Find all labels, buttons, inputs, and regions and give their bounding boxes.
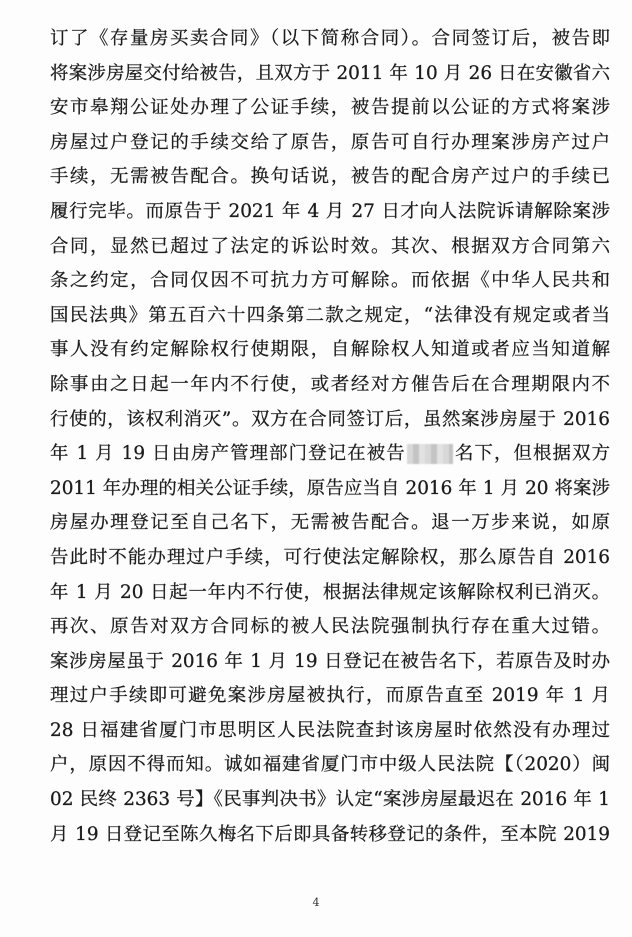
document-body xyxy=(50,22,610,852)
text-line-with-redaction xyxy=(50,437,610,472)
redaction-blur xyxy=(407,444,453,464)
text-line: 28 日福建省厦门市思明区人民法院查封该房屋时依然没有办理过 xyxy=(50,719,610,741)
text-line: 案涉房屋虽于 2016 年 1 月 19 日登记在被告名下，若原告及时办 xyxy=(50,650,610,672)
text-line: 事人没有约定解除权行使期限，自解除权人知道或者应当知道解 xyxy=(50,339,610,361)
page-number: 4 xyxy=(312,896,320,909)
text-line: 告此时不能办理过户手续，可行使法定解除权，那么原告自 2016 xyxy=(50,546,610,568)
text-line: 将案涉房屋交付给被告，且双方于 2011 年 10 月 26 日在安徽省六 xyxy=(50,62,610,84)
text-line: 手续，无需被告配合。换句话说，被告的配合房产过户的手续已 xyxy=(50,166,610,188)
text-line: 再次、原告对双方合同标的被人民法院强制执行存在重大过错。 xyxy=(50,616,610,638)
text-line: 月 19 日登记至陈久梅名下后即具备转移登记的条件，至本院 2019 xyxy=(50,823,610,845)
text-line: 安市皋翔公证处办理了公证手续，被告提前以公证的方式将案涉 xyxy=(50,97,610,119)
text-line: 除事由之日起一年内不行使，或者经对方催告后在合理期限内不 xyxy=(50,373,610,395)
text-line: 履行完毕。而原告于 2021 年 4 月 27 日才向人法院诉请解除案涉 xyxy=(50,200,610,222)
text-line: 合同，显然已超过了法定的诉讼时效。其次、根据双方合同第六 xyxy=(50,235,610,257)
text-line: 年 1 月 20 日起一年内不行使，根据法律规定该解除权利已消灭。 xyxy=(50,581,610,603)
text-line: 国民法典》第五百六十四条第二款之规定，“法律没有规定或者当 xyxy=(50,304,610,326)
text-line: 房屋过户登记的手续交给了原告，原告可自行办理案涉房产过户 xyxy=(50,131,610,153)
text-line: 订了《存量房买卖合同》（以下简称合同）。合同签订后，被告即 xyxy=(50,28,610,49)
text-line: 理过户手续即可避免案涉房屋被执行，而原告直至 2019 年 1 月 xyxy=(50,685,610,707)
text-segment: 名下，但根据双方 xyxy=(453,443,610,465)
text-line: 行使的，该权利消灭”。双方在合同签订后，虽然案涉房屋于 2016 xyxy=(50,408,610,430)
text-line: 户，原因不得而知。诚如福建省厦门市中级人民法院【（2020）闽 xyxy=(50,754,610,776)
text-line: 02 民终 2363 号】《民事判决书》认定“案涉房屋最迟在 2016 年 1 xyxy=(50,789,610,811)
text-line: 2011 年办理的相关公证手续，原告应当自 2016 年 1 月 20 将案涉 xyxy=(50,477,610,499)
text-line: 条之约定，合同仅因不可抗力方可解除。而依据《中华人民共和 xyxy=(50,270,610,292)
text-line: 房屋办理登记至自己名下，无需被告配合。退一万步来说，如原 xyxy=(50,512,610,534)
text-segment: 年 1 月 19 日由房产管理部门登记在被告 xyxy=(50,443,406,465)
